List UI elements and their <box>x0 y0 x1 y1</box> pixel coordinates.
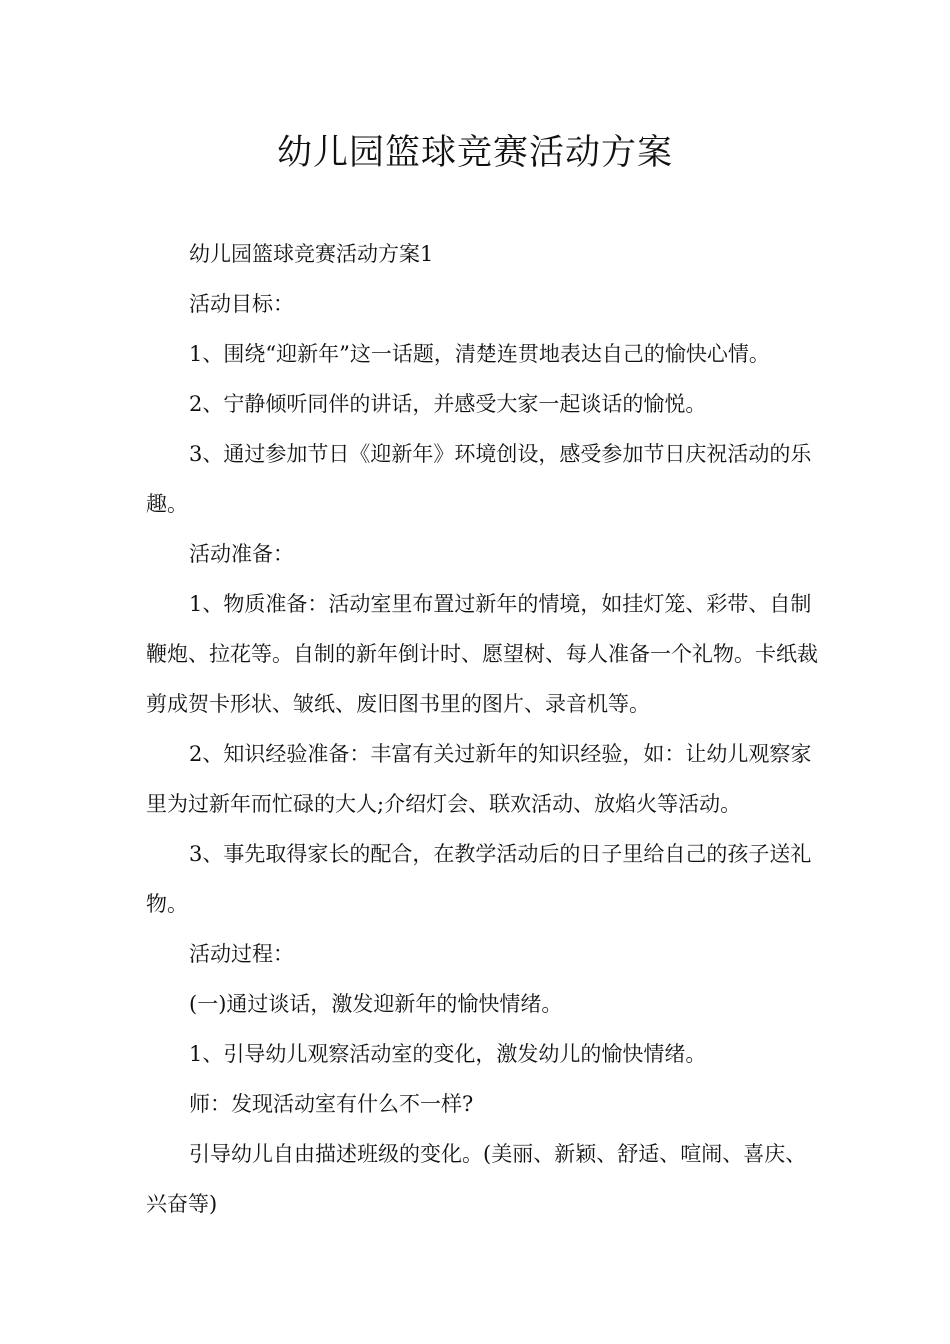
document-title: 幼儿园篮球竞赛活动方案 <box>276 133 673 173</box>
paragraph-8: 2、知识经验准备：丰富有关过新年的知识经验，如：让幼儿观察家里为过新年而忙碌的大人;介绍灯会、联欢活动、放焰火等活动。 <box>146 742 812 816</box>
paragraph-7: 1、物质准备：活动室里布置过新年的情境，如挂灯笼、彩带、自制鞭炮、拉花等。自制的新年倒计时、愿望树、每人准备一个礼物。卡纸裁剪成贺卡形状、皱纸、废旧图书里的图片、录音机等。 <box>146 592 818 716</box>
paragraph-9: 3、事先取得家长的配合，在教学活动后的日子里给自己的孩子送礼物。 <box>146 842 812 916</box>
paragraph-1: 幼儿园篮球竞赛活动方案1 <box>189 242 434 266</box>
paragraph-2: 活动目标： <box>189 292 294 316</box>
paragraph-10: 活动过程： <box>189 942 294 966</box>
paragraph-3: 1、围绕“迎新年”这一话题，清楚连贯地表达自己的愉快心情。 <box>189 342 770 366</box>
paragraph-12: 1、引导幼儿观察活动室的变化，激发幼儿的愉快情绪。 <box>189 1042 707 1066</box>
document-body <box>146 229 826 1229</box>
paragraph-14: 引导幼儿自由描述班级的变化。(美丽、新颖、舒适、喧闹、喜庆、兴奋等) <box>146 1142 807 1216</box>
paragraph-11: (一)通过谈话，激发迎新年的愉快情绪。 <box>189 992 563 1016</box>
paragraph-6: 活动准备： <box>189 542 294 566</box>
paragraph-13: 师：发现活动室有什么不一样? <box>189 1092 474 1116</box>
paragraph-5: 3、通过参加节日《迎新年》环境创设，感受参加节日庆祝活动的乐趣。 <box>146 442 812 516</box>
paragraph-4: 2、宁静倾听同伴的讲话，并感受大家一起谈话的愉悦。 <box>189 392 707 416</box>
